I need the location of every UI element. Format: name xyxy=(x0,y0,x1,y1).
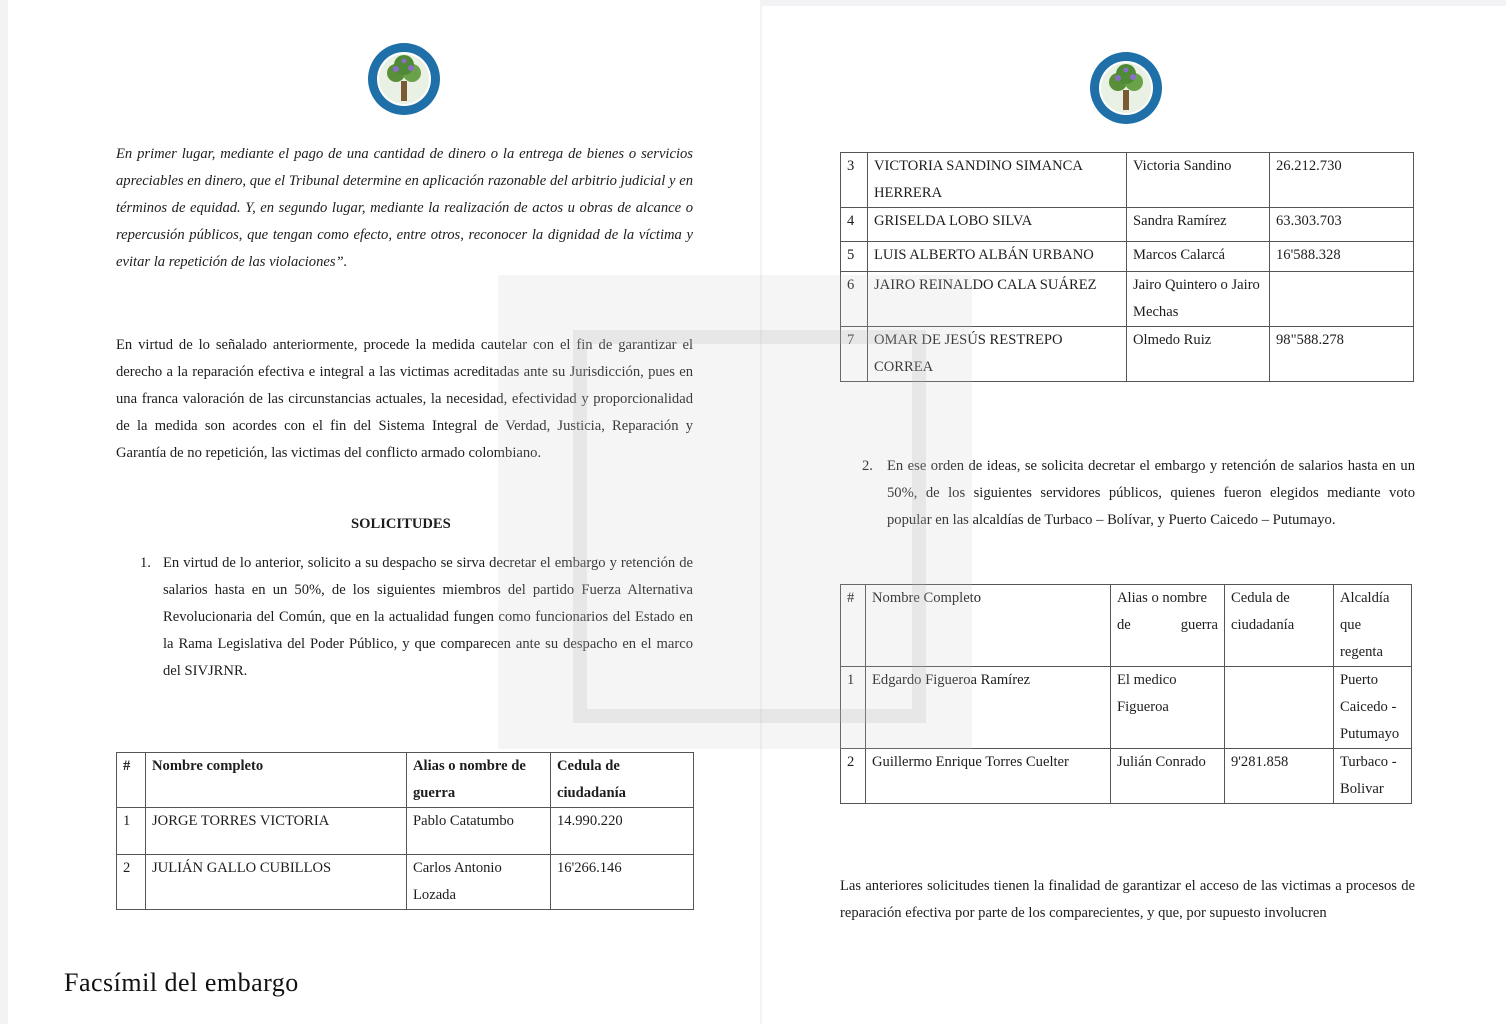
table-cell xyxy=(1270,272,1414,327)
table-cell: 63.303.703 xyxy=(1270,208,1414,242)
table-cell: 14.990.220 xyxy=(551,808,694,855)
table-cell: Guillermo Enrique Torres Cuelter xyxy=(866,749,1111,804)
table-cell: Olmedo Ruiz xyxy=(1127,327,1270,382)
table-cell: Puerto Caicedo - Putumayo xyxy=(1334,667,1412,749)
table-cell: OMAR DE JESÚS RESTREPO CORREA xyxy=(868,327,1127,382)
header-cell: Cedula de ciudadanía xyxy=(1225,585,1334,667)
table-cell xyxy=(1225,667,1334,749)
table-cell: LUIS ALBERTO ALBÁN URBANO xyxy=(868,242,1127,272)
table-cell: 9'281.858 xyxy=(1225,749,1334,804)
table-cell: 2 xyxy=(841,749,866,804)
image-caption: Facsímil del embargo xyxy=(64,968,299,997)
table-cell: Edgardo Figueroa Ramírez xyxy=(866,667,1111,749)
header-cell: Alias o nombre de guerra xyxy=(407,753,551,808)
table-cell: GRISELDA LOBO SILVA xyxy=(868,208,1127,242)
table-cell: 5 xyxy=(841,242,868,272)
watermark xyxy=(498,275,972,749)
tree-logo-icon xyxy=(366,41,442,117)
header-cell: Cedula de ciudadanía xyxy=(551,753,694,808)
table-cell: Pablo Catatumbo xyxy=(407,808,551,855)
table-cell: Turbaco - Bolivar xyxy=(1334,749,1412,804)
table-cell: JORGE TORRES VICTORIA xyxy=(146,808,407,855)
table-row xyxy=(841,242,1414,272)
table-header-row xyxy=(117,753,694,808)
table-cell: 6 xyxy=(841,272,868,327)
request-2-paragraph: En ese orden de ideas, se solicita decretar el embargo y retención de salarios hasta en un 50%, de los siguientes servidores públicos, quienes fueron elegidos mediante voto popular en las alcaldías de Turbaco – Bolívar, y Puerto Caicedo – Putumayo. xyxy=(887,458,1415,528)
reasoning-paragraph: En virtud de lo señalado anteriormente, procede la medida cautelar con el fin de garantizar el derecho a la reparación efectiva e integral a las victimas acreditadas ante su Jurisdicción, pues en una franca valoración de las circunstancias actuales, la necesidad, efectividad y proporcionalidad de la medida son acordes con el fin del Sistema Integral de Verdad, Justicia, Reparación y Garantía de no repetición, las victimas del conflicto armado colombiano. xyxy=(116,337,693,461)
closing-paragraph: Las anteriores solicitudes tienen la finalidad de garantizar el acceso de las victimas a procesos de reparación efectiva por parte de los comparecientes, y que, por supuesto involucren xyxy=(840,878,1415,921)
table-cell: Julián Conrado xyxy=(1111,749,1225,804)
table-cell: 2 xyxy=(117,855,146,910)
table-cell: Marcos Calarcá xyxy=(1127,242,1270,272)
table-cell: 1 xyxy=(841,667,866,749)
table-cell: Sandra Ramírez xyxy=(1127,208,1270,242)
intro-paragraph: En primer lugar, mediante el pago de una cantidad de dinero o la entrega de bienes o servicios apreciables en dinero, que el Tribunal determine en aplicación razonable del arbitrio judicial y en términos de equidad. Y, en segundo lugar, mediante la realización de actos u obras de alcance o repercusión públicos, que tengan como efecto, entre otros, reconocer la dignidad de la víctima y evitar la repetición de las violaciones”. xyxy=(116,146,693,270)
header-cell: Alias o nombre de guerra xyxy=(1111,585,1225,667)
section-heading: SOLICITUDES xyxy=(351,516,451,532)
header-cell: Alcaldía que regenta xyxy=(1334,585,1412,667)
table-cell: 4 xyxy=(841,208,868,242)
table-cell: Carlos Antonio Lozada xyxy=(407,855,551,910)
table-cell: JULIÁN GALLO CUBILLOS xyxy=(146,855,407,910)
header-cell: # xyxy=(117,753,146,808)
table-cell: 26.212.730 xyxy=(1270,153,1414,208)
header-cell: # xyxy=(841,585,866,667)
table-cell: Victoria Sandino xyxy=(1127,153,1270,208)
table-cell: VICTORIA SANDINO SIMANCA HERRERA xyxy=(868,153,1127,208)
table-cell: 16'266.146 xyxy=(551,855,694,910)
table-row xyxy=(841,749,1412,804)
table-cell: Jairo Quintero o Jairo Mechas xyxy=(1127,272,1270,327)
table-row xyxy=(841,208,1414,242)
header-cell: Nombre Completo xyxy=(866,585,1111,667)
table-cell: 7 xyxy=(841,327,868,382)
table-cell: 98"588.278 xyxy=(1270,327,1414,382)
table-row xyxy=(841,153,1414,208)
watermark-frame xyxy=(573,330,926,723)
tree-logo-icon xyxy=(1088,50,1164,126)
request-1-paragraph: En virtud de lo anterior, solicito a su despacho se sirva decretar el embargo y retención de salarios hasta en un 50%, de los siguientes miembros del partido Fuerza Alternativa Revolucionaria del Común, que en la actualidad fungen como funcionarios del Estado en la Rama Legislativa del Poder Público, y que comparecen ante su despacho en el marco del SIVJRNR. xyxy=(163,555,693,679)
table-cell: 16'588.328 xyxy=(1270,242,1414,272)
table-cell: 3 xyxy=(841,153,868,208)
header-cell: Nombre completo xyxy=(146,753,407,808)
list-number: 2. xyxy=(862,458,873,474)
table-row xyxy=(117,808,694,855)
list-number: 1. xyxy=(140,555,151,571)
table-cell: 1 xyxy=(117,808,146,855)
table-cell: El medico Figueroa xyxy=(1111,667,1225,749)
members-table xyxy=(116,752,694,910)
table-row xyxy=(117,855,694,910)
table-cell: JAIRO REINALDO CALA SUÁREZ xyxy=(868,272,1127,327)
